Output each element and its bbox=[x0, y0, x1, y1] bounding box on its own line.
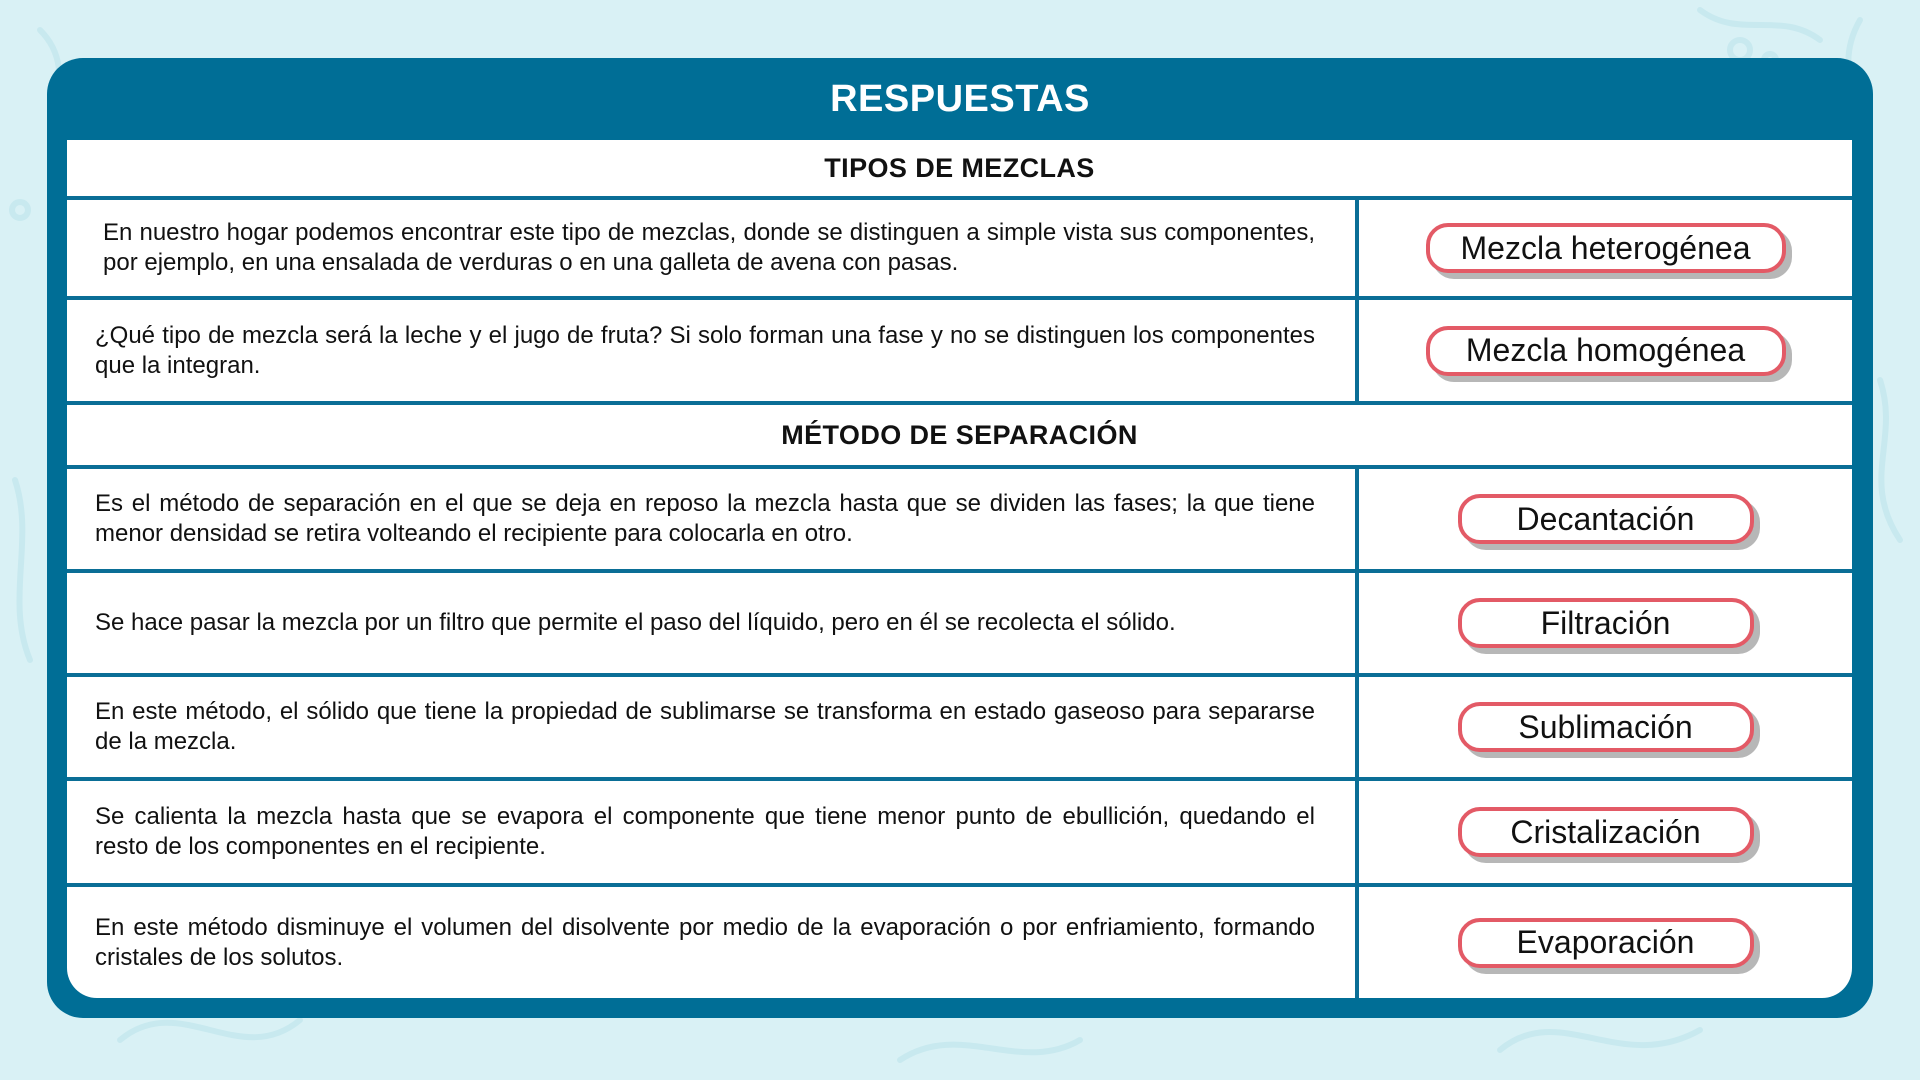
table-row bbox=[67, 677, 1852, 781]
question-cell bbox=[67, 200, 1359, 296]
table-row bbox=[67, 781, 1852, 887]
table-row bbox=[67, 200, 1852, 300]
question-cell bbox=[67, 469, 1359, 569]
section-heading-metodo bbox=[67, 405, 1852, 469]
answer-cell bbox=[1359, 887, 1852, 998]
question-cell bbox=[67, 677, 1359, 777]
table-row bbox=[67, 300, 1852, 405]
question-text: Es el método de separación en el que se deja en reposo la mezcla hasta que se dividen las fases; la que tiene menor densidad se retira volteando el recipiente para colocarla en otro. bbox=[95, 490, 1315, 547]
answer-pill-mezcla-homogenea: Mezcla homogénea bbox=[1426, 326, 1786, 376]
answer-pill-mezcla-heterogenea: Mezcla heterogénea bbox=[1426, 223, 1786, 273]
question-cell bbox=[67, 781, 1359, 883]
answer-pill-sublimacion: Sublimación bbox=[1458, 702, 1754, 752]
question-text: En este método disminuye el volumen del disolvente por medio de la evaporación o por enfriamiento, formando cristales de los solutos. bbox=[95, 913, 1315, 971]
answer-pill-cristalizacion: Cristalización bbox=[1458, 807, 1754, 857]
section-heading-tipos bbox=[67, 140, 1852, 200]
answer-cell bbox=[1359, 469, 1852, 569]
table-row bbox=[67, 887, 1852, 998]
question-text: En este método, el sólido que tiene la propiedad de sublimarse se transforma en estado gaseoso para separarse de la mezcla. bbox=[95, 698, 1315, 755]
answer-pill-evaporacion: Evaporación bbox=[1458, 918, 1754, 968]
table-row bbox=[67, 469, 1852, 573]
answers-panel bbox=[47, 58, 1873, 1018]
section-heading-label: MÉTODO DE SEPARACIÓN bbox=[781, 419, 1138, 450]
answer-cell bbox=[1359, 573, 1852, 673]
answer-cell bbox=[1359, 300, 1852, 401]
section-heading-label: TIPOS DE MEZCLAS bbox=[824, 152, 1095, 183]
question-text: Se hace pasar la mezcla por un filtro que permite el paso del líquido, pero en él se recolecta el sólido. bbox=[95, 609, 1176, 636]
question-cell bbox=[67, 887, 1359, 998]
answer-pill-filtracion: Filtración bbox=[1458, 598, 1754, 648]
answer-cell bbox=[1359, 781, 1852, 883]
answers-table bbox=[67, 140, 1852, 998]
panel-title: RESPUESTAS bbox=[830, 77, 1090, 120]
question-cell bbox=[67, 573, 1359, 673]
question-cell bbox=[67, 300, 1359, 401]
answer-cell bbox=[1359, 200, 1852, 296]
question-text: En nuestro hogar podemos encontrar este tipo de mezclas, donde se distinguen a simple vista sus componentes, por ejemplo, en una ensalada de verduras o en una galleta de avena con pasas. bbox=[103, 219, 1315, 276]
answer-pill-decantacion: Decantación bbox=[1458, 494, 1754, 544]
table-row bbox=[67, 573, 1852, 677]
question-text: ¿Qué tipo de mezcla será la leche y el jugo de fruta? Si solo forman una fase y no se distinguen los componentes que la integran. bbox=[95, 321, 1315, 379]
question-text: Se calienta la mezcla hasta que se evapora el componente que tiene menor punto de ebullición, quedando el resto de los componentes en el recipiente. bbox=[95, 803, 1315, 860]
answer-cell bbox=[1359, 677, 1852, 777]
